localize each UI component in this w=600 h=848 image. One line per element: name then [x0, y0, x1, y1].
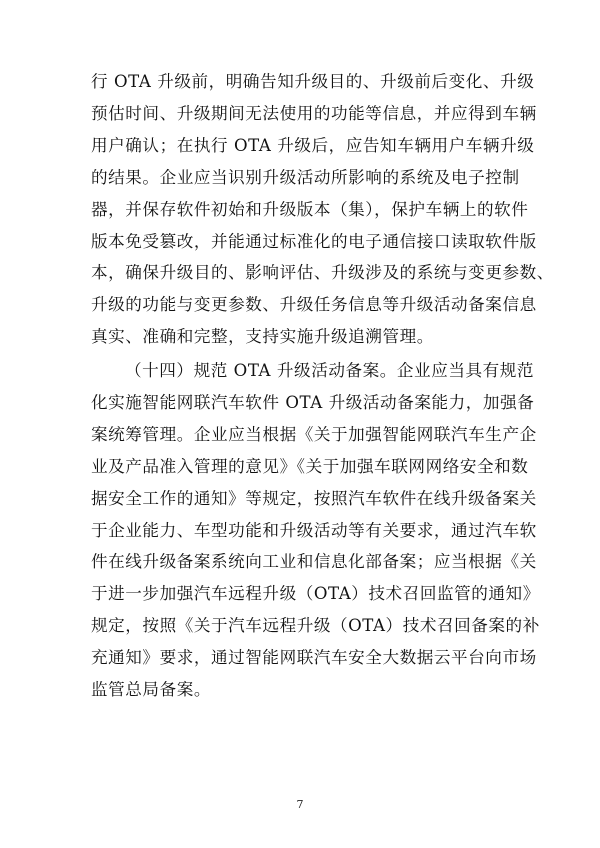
paragraph-line: 据安全工作的通知》等规定，按照汽车软件在线升级备案关	[91, 488, 537, 508]
paragraph-line: 本，确保升级目的、影响评估、升级涉及的系统与变更参数、	[91, 263, 554, 283]
paragraph-line: 案统筹管理。企业应当根据《关于加强智能网联汽车生产企	[91, 424, 537, 444]
paragraph-line: 器，并保存软件初始和升级版本（集），保护车辆上的软件	[91, 199, 529, 219]
paragraph-line: 监管总局备案。	[91, 680, 212, 700]
paragraph-line: 充通知》要求，通过智能网联汽车安全大数据云平台向市场	[91, 648, 537, 668]
paragraph-line: 升级的功能与变更参数、升级任务信息等升级活动备案信息	[91, 295, 537, 315]
paragraph-line: 预估时间、升级期间无法使用的功能等信息，并应得到车辆	[91, 103, 537, 123]
paragraph-line: 的结果。企业应当识别升级活动所影响的系统及电子控制	[91, 167, 520, 187]
paragraph-ota-activity-filing	[91, 355, 540, 706]
paragraph-line: 用户确认；在执行 OTA 升级后，应告知车辆用户车辆升级	[91, 135, 535, 155]
paragraph-line: 行 OTA 升级前，明确告知升级目的、升级前后变化、升级	[91, 72, 535, 91]
paragraph-line: 业及产品准入管理的意见》《关于加强车联网网络安全和数	[91, 456, 529, 476]
page-number: 7	[296, 798, 304, 811]
paragraph-line: 规定，按照《关于汽车远程升级（OTA）技术召回备案的补	[91, 616, 540, 636]
paragraph-line: 于进一步加强汽车远程升级（OTA）技术召回监管的通知》	[91, 584, 540, 604]
paragraph-line: 于企业能力、车型功能和升级活动等有关要求，通过汽车软	[91, 520, 537, 540]
paragraph-line: 版本免受篡改，并能通过标准化的电子通信接口读取软件版	[91, 231, 537, 251]
paragraph-line: （十四）规范 OTA 升级活动备案。企业应当具有规范	[125, 361, 535, 380]
paragraph-line: 件在线升级备案系统向工业和信息化部备案；应当根据《关	[91, 552, 537, 572]
paragraph-ota-upgrade-notification	[91, 66, 554, 353]
paragraph-line: 真实、准确和完整，支持实施升级追溯管理。	[91, 327, 434, 347]
paragraph-line: 化实施智能网联汽车软件 OTA 升级活动备案能力，加强备	[91, 392, 535, 412]
